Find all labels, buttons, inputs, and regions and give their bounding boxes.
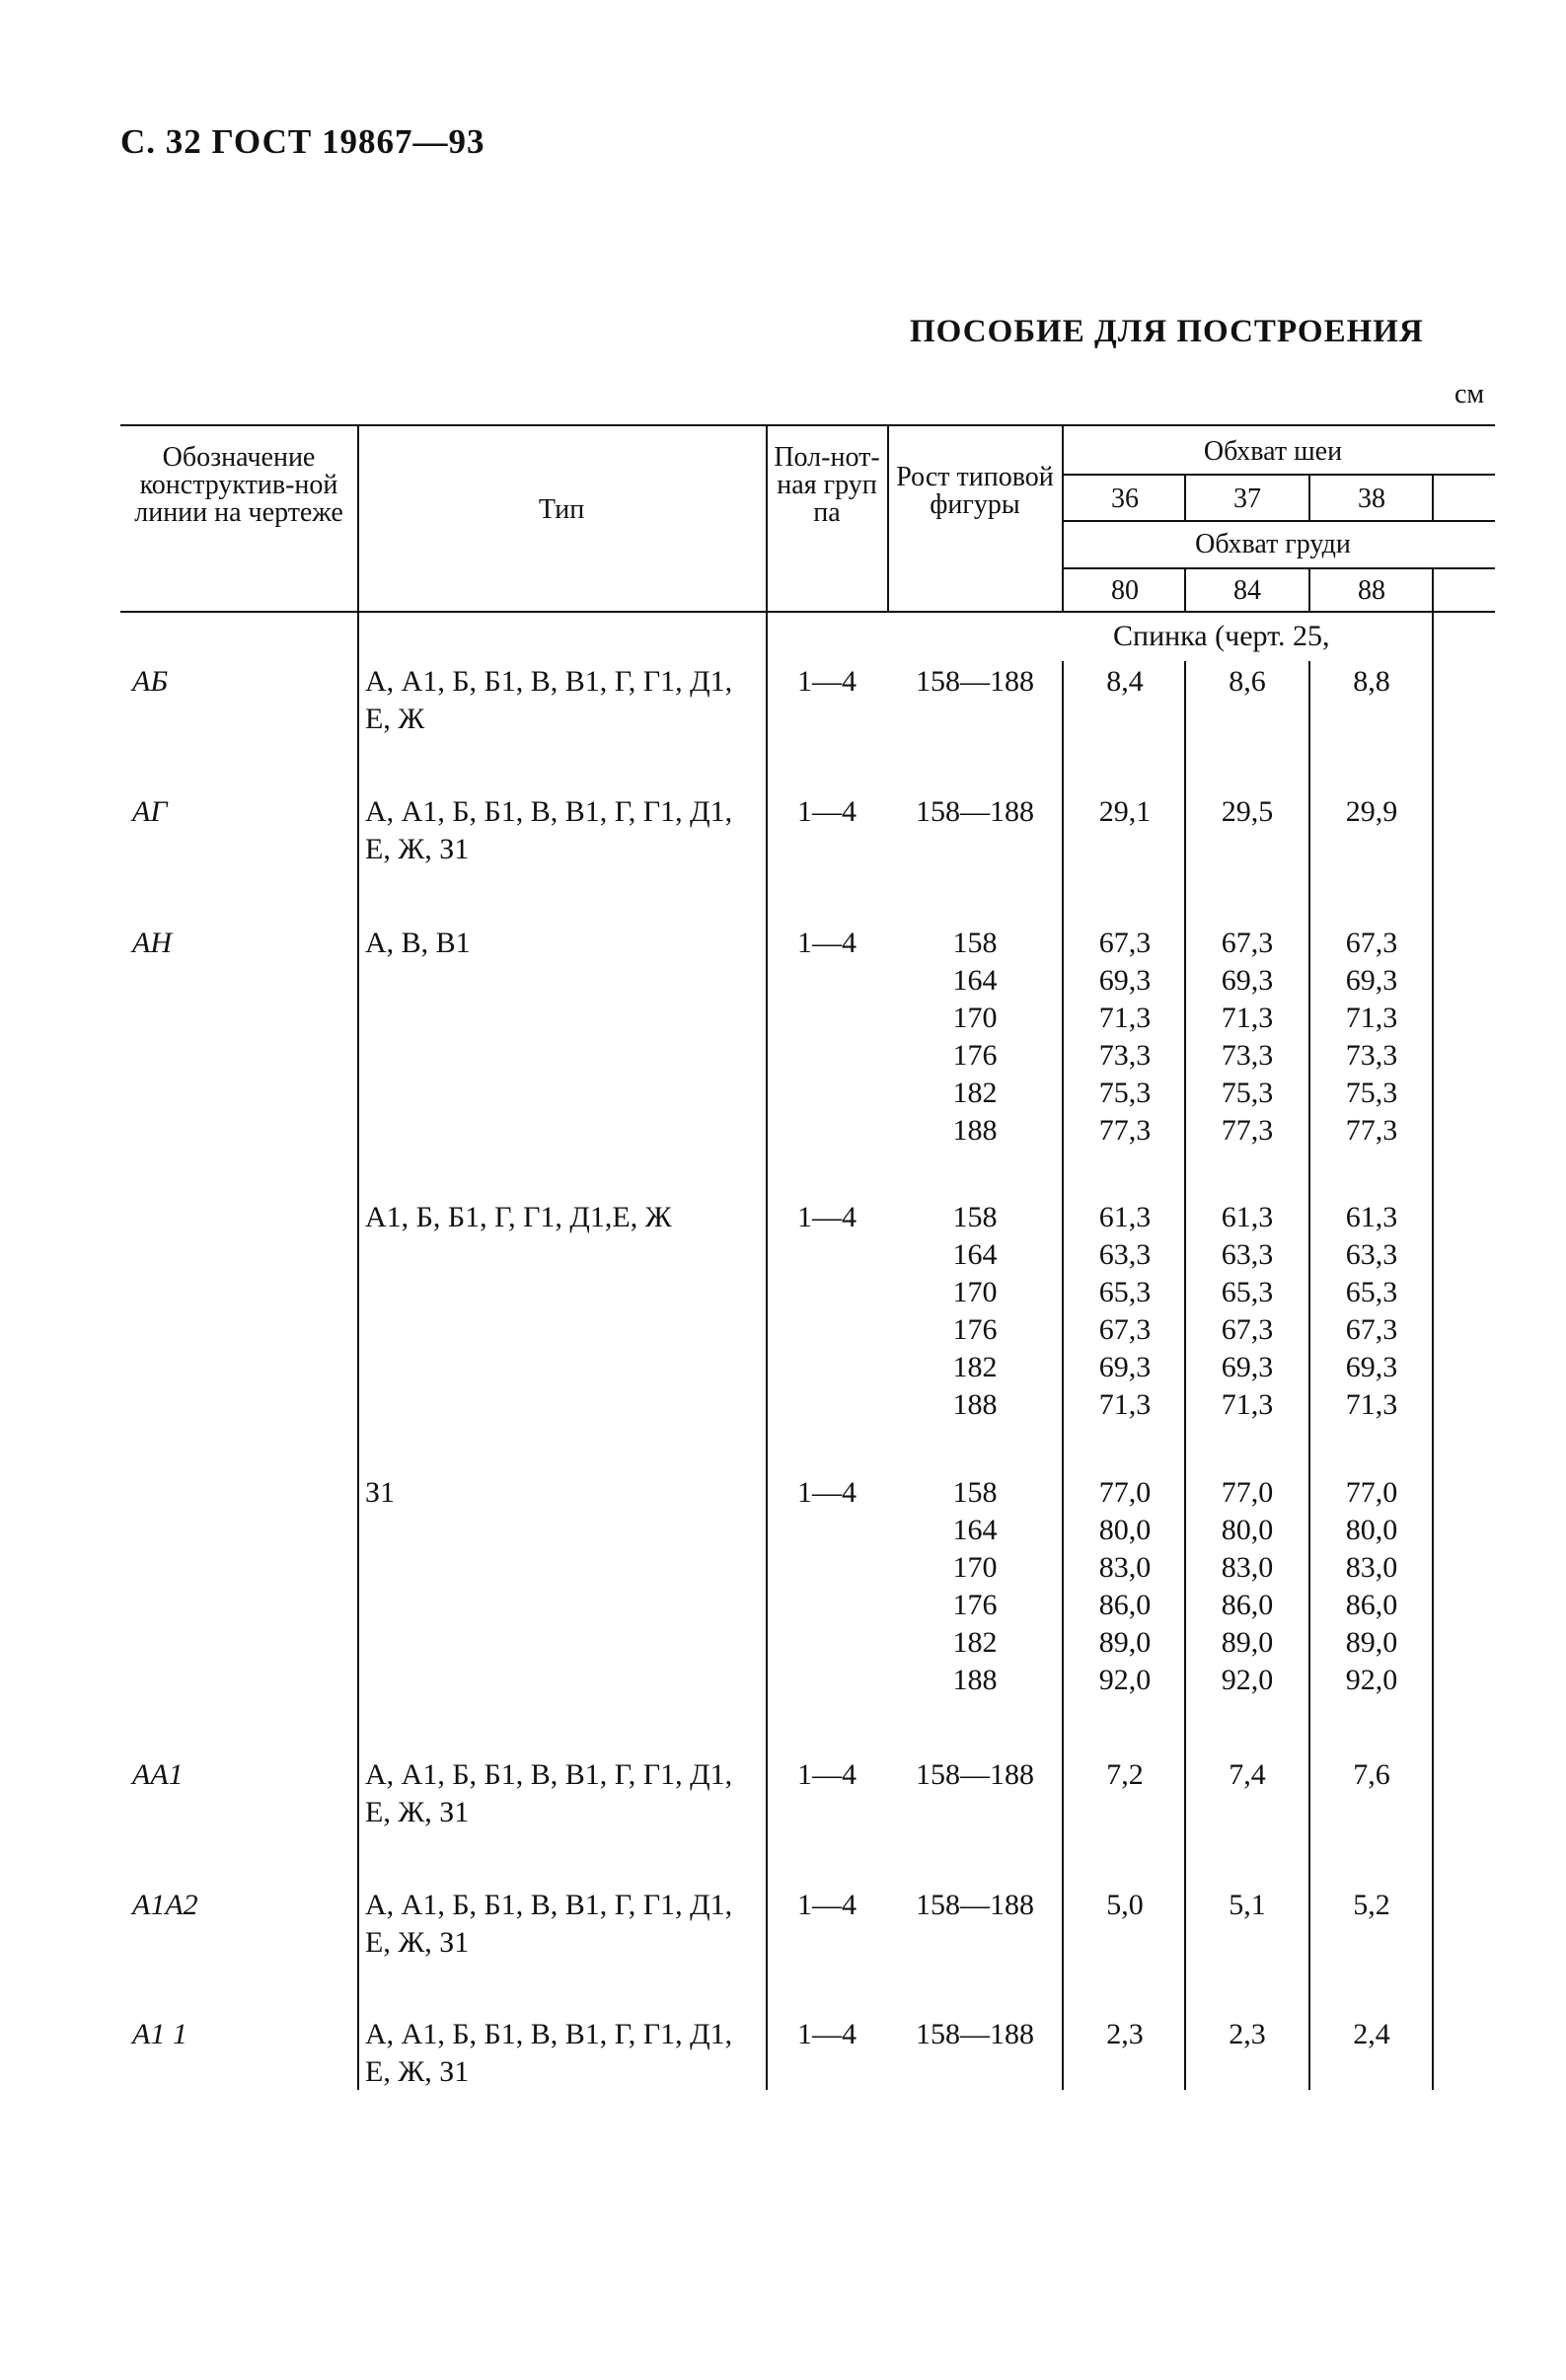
row-value-88: 5,2 <box>1353 1889 1390 1921</box>
row-value-88: 29,9 <box>1345 795 1398 828</box>
header-type: Тип <box>538 494 585 525</box>
section-label: Спинка (черт. 25, <box>1113 620 1330 652</box>
header-chest-80: 80 <box>1111 575 1139 606</box>
row-value-84: 7,4 <box>1229 1758 1266 1791</box>
row-value-80-list: 67,3 69,3 71,3 73,3 75,3 77,3 <box>1098 927 1152 1147</box>
row-designation: А1А2 <box>132 1889 198 1921</box>
row-value-88-list: 77,0 80,0 83,0 86,0 89,0 92,0 <box>1345 1476 1398 1696</box>
header-height: Рост типовой фигуры <box>896 462 1054 520</box>
row-type: А, А1, Б, Б1, В, В1, Г, Г1, Д1, Е, Ж <box>365 665 733 735</box>
neck-values-rule <box>1064 520 1495 522</box>
header-designation: Обозначение конструктив-ной линии на чертеже <box>134 442 343 528</box>
header-chest-84: 84 <box>1233 575 1261 606</box>
row-group: 1—4 <box>797 1758 857 1791</box>
col-rule-1 <box>357 424 359 2090</box>
row-value-80: 2,3 <box>1106 2018 1144 2050</box>
row-group: 1—4 <box>797 1201 857 1233</box>
col-rule-7b <box>1432 567 1434 611</box>
col-rule-7a <box>1432 474 1434 520</box>
col-rule-5a <box>1184 474 1186 520</box>
row-type: А, А1, Б, Б1, В, В1, Г, Г1, Д1, Е, Ж, З1 <box>365 795 733 865</box>
row-value-88-list: 61,3 63,3 65,3 67,3 69,3 71,3 <box>1345 1201 1398 1421</box>
row-value-80: 29,1 <box>1098 795 1152 828</box>
row-group: 1—4 <box>797 927 857 959</box>
col-rule-7-body <box>1432 611 1434 2090</box>
header-fullness-group: Пол-нот-ная группа <box>774 442 880 528</box>
row-value-84: 8,6 <box>1229 665 1266 698</box>
unit-label: см <box>1454 379 1485 409</box>
row-type: А, А1, Б, Б1, В, В1, Г, Г1, Д1, Е, Ж, З1 <box>365 1758 733 1828</box>
col-rule-5b <box>1184 567 1186 611</box>
row-designation: АБ <box>132 665 169 698</box>
header-neck-37: 37 <box>1233 483 1261 514</box>
row-height: 158—188 <box>916 2018 1034 2050</box>
row-value-80: 7,2 <box>1106 1758 1144 1791</box>
row-value-84-list: 67,3 69,3 71,3 73,3 75,3 77,3 <box>1221 927 1274 1147</box>
row-type: А, В, В1 <box>365 927 471 959</box>
row-value-80: 8,4 <box>1106 665 1144 698</box>
row-designation: А1 1 <box>132 2018 187 2050</box>
col-rule-6-body <box>1308 661 1310 2090</box>
row-group: 1—4 <box>797 2018 857 2050</box>
row-value-88: 7,6 <box>1353 1758 1390 1791</box>
row-height-list: 158 164 170 176 182 188 <box>952 927 998 1147</box>
row-designation: АН <box>132 927 172 959</box>
row-group: 1—4 <box>797 665 857 698</box>
header-chest-88: 88 <box>1358 575 1385 606</box>
header-bottom-rule <box>120 611 1495 613</box>
col-rule-2 <box>766 424 768 2090</box>
col-rule-6a <box>1308 474 1310 520</box>
row-value-80-list: 77,0 80,0 83,0 86,0 89,0 92,0 <box>1098 1476 1152 1696</box>
row-height: 158—188 <box>916 1889 1034 1921</box>
table-top-rule <box>120 424 1495 426</box>
row-value-80: 5,0 <box>1106 1889 1144 1921</box>
document-title: ПОСОБИЕ ДЛЯ ПОСТРОЕНИЯ <box>910 314 1424 349</box>
neck-girth-rule <box>1064 474 1495 476</box>
col-rule-6b <box>1308 567 1310 611</box>
header-neck-girth: Обхват шеи <box>1203 436 1343 467</box>
row-value-84: 2,3 <box>1229 2018 1266 2050</box>
row-type: З1 <box>365 1476 396 1509</box>
row-value-88-list: 67,3 69,3 71,3 73,3 75,3 77,3 <box>1345 927 1398 1147</box>
header-neck-36: 36 <box>1111 483 1139 514</box>
row-value-88: 8,8 <box>1353 665 1390 698</box>
row-value-84: 5,1 <box>1229 1889 1266 1921</box>
row-group: 1—4 <box>797 1476 857 1509</box>
row-height: 158—188 <box>916 1758 1034 1791</box>
row-designation: АА1 <box>132 1758 184 1791</box>
row-type: А, А1, Б, Б1, В, В1, Г, Г1, Д1, Е, Ж, З1 <box>365 2018 733 2088</box>
col-rule-3-header <box>887 424 889 611</box>
row-group: 1—4 <box>797 795 857 828</box>
row-value-84-list: 61,3 63,3 65,3 67,3 69,3 71,3 <box>1221 1201 1274 1421</box>
row-height-list: 158 164 170 176 182 188 <box>952 1201 998 1421</box>
row-type: А, А1, Б, Б1, В, В1, Г, Г1, Д1, Е, Ж, З1 <box>365 1889 733 1959</box>
row-designation: АГ <box>132 795 168 828</box>
header-chest-girth: Обхват груди <box>1195 529 1351 559</box>
page-header: С. 32 ГОСТ 19867—93 <box>120 122 485 161</box>
row-value-88: 2,4 <box>1353 2018 1390 2050</box>
col-rule-4-body <box>1062 661 1064 2090</box>
row-value-84-list: 77,0 80,0 83,0 86,0 89,0 92,0 <box>1221 1476 1274 1696</box>
row-type: А1, Б, Б1, Г, Г1, Д1,Е, Ж <box>365 1201 672 1233</box>
col-rule-4-header <box>1062 424 1064 611</box>
header-neck-38: 38 <box>1358 483 1385 514</box>
chest-girth-rule <box>1064 567 1495 569</box>
row-group: 1—4 <box>797 1889 857 1921</box>
row-height-list: 158 164 170 176 182 188 <box>952 1476 998 1696</box>
row-value-84: 29,5 <box>1221 795 1274 828</box>
row-height: 158—188 <box>916 795 1034 828</box>
col-rule-5-body <box>1184 661 1186 2090</box>
row-value-80-list: 61,3 63,3 65,3 67,3 69,3 71,3 <box>1098 1201 1152 1421</box>
row-height: 158—188 <box>916 665 1034 698</box>
